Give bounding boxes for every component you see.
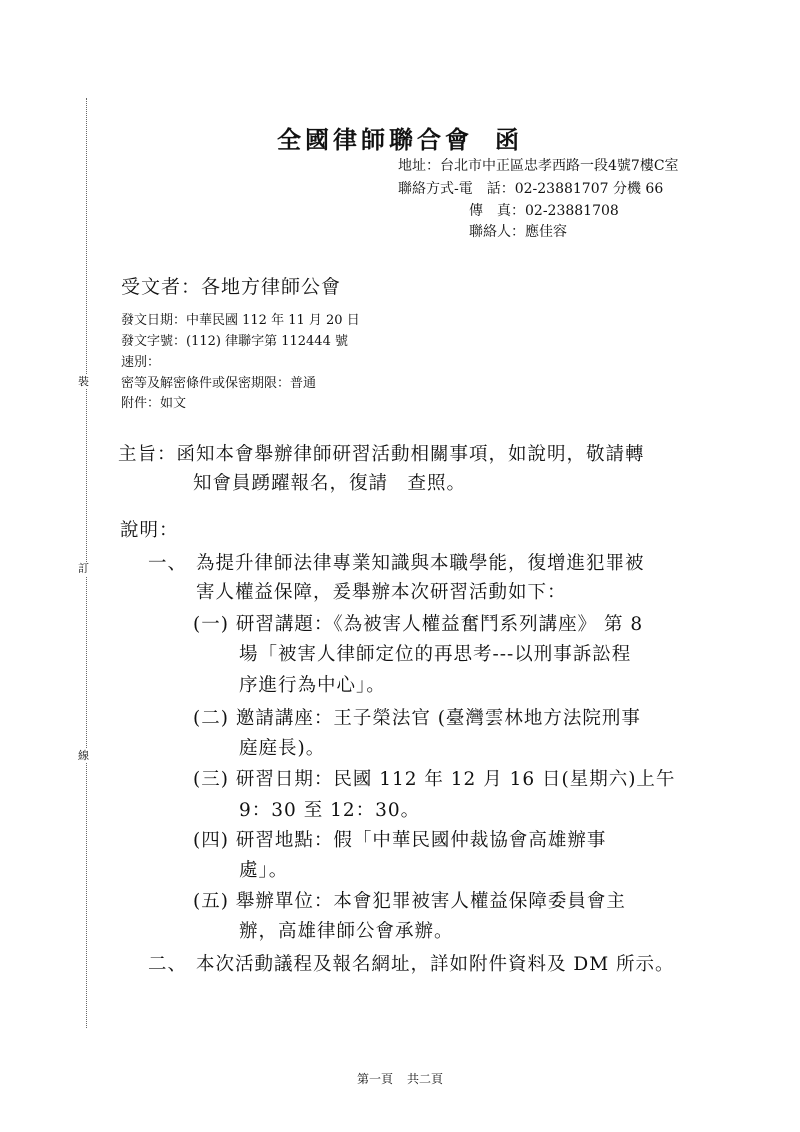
recipient: 受文者：各地方律師公會 xyxy=(121,276,342,298)
item-1-marker: 一、 xyxy=(148,553,188,574)
sub-item-1-line-3: 序進行為中心」。 xyxy=(239,675,386,696)
sub-item-5-line-2: 辦，高雄律師公會承辦。 xyxy=(239,921,454,942)
title-doc-type: 函 xyxy=(495,125,523,154)
page-total: 共二頁 xyxy=(407,1072,444,1086)
item-1-line-1: 為提升律師法律專業知識與本職學能，復增進犯罪被 xyxy=(196,553,645,574)
explanation-label: 說明： xyxy=(120,520,179,541)
sub-item-5-line-1: (五) 舉辦單位：本會犯罪被害人權益保障委員會主 xyxy=(193,891,626,912)
sub-item-3-line-1: (三) 研習日期：民國 112 年 12 月 16 日(星期六)上午 xyxy=(193,769,676,790)
delivery-speed: 速別： xyxy=(121,355,161,370)
issue-date: 發文日期：中華民國 112 年 11 月 20 日 xyxy=(121,313,360,328)
item-1-line-2: 害人權益保障，爰舉辦本次研習活動如下： xyxy=(196,582,567,603)
secrecy-level: 密等及解密條件或保密期限：普通 xyxy=(121,376,317,391)
document-title xyxy=(0,120,800,155)
sub-item-4-line-1: (四) 研習地點：假「中華民國仲裁協會高雄辦事 xyxy=(193,830,607,851)
sub-item-2-line-2: 庭庭長)。 xyxy=(239,738,326,759)
item-2-line-1: 本次活動議程及報名網址，詳如附件資料及 DM 所示。 xyxy=(196,954,675,975)
page-number: 第一頁 xyxy=(356,1072,393,1086)
binding-mark-ding: 訂 xyxy=(78,562,89,575)
page-footer xyxy=(0,1070,800,1087)
subject-line-2: 知會員踴躍報名，復請 查照。 xyxy=(193,473,467,494)
sender-contact: 聯絡人：應佳容 xyxy=(469,224,567,240)
item-2-marker: 二、 xyxy=(148,954,188,975)
sub-item-2-line-1: (二) 邀請講座：王子榮法官 (臺灣雲林地方法院刑事 xyxy=(193,708,641,729)
binding-mark-xian: 線 xyxy=(78,749,89,762)
attachment-note: 附件：如文 xyxy=(121,396,187,411)
sub-item-1-line-1: (一) 研習講題：《為被害人權益奮鬥系列講座》 第 8 xyxy=(193,614,644,635)
sub-item-4-line-2: 處」。 xyxy=(239,860,289,881)
sender-address: 地址：台北市中正區忠孝西路一段4號7樓C室 xyxy=(398,158,679,174)
subject-line-1: 主旨：函知本會舉辦律師研習活動相關事項，如說明，敬請轉 xyxy=(118,444,645,465)
sub-item-3-line-2: 9：30 至 12：30。 xyxy=(239,800,421,821)
document-number: 發文字號：(112) 律聯字第 112444 號 xyxy=(121,334,348,349)
sender-fax: 傳 真：02-23881708 xyxy=(469,203,619,219)
title-organization: 全國律師聯合會 xyxy=(277,125,473,154)
sub-item-1-line-2: 場「被害人律師定位的再思考---以刑事訴訟程 xyxy=(239,644,632,665)
binding-mark-zhuang: 裝 xyxy=(78,375,89,388)
sender-phone: 聯絡方式-電 話：02-23881707 分機 66 xyxy=(398,181,664,197)
